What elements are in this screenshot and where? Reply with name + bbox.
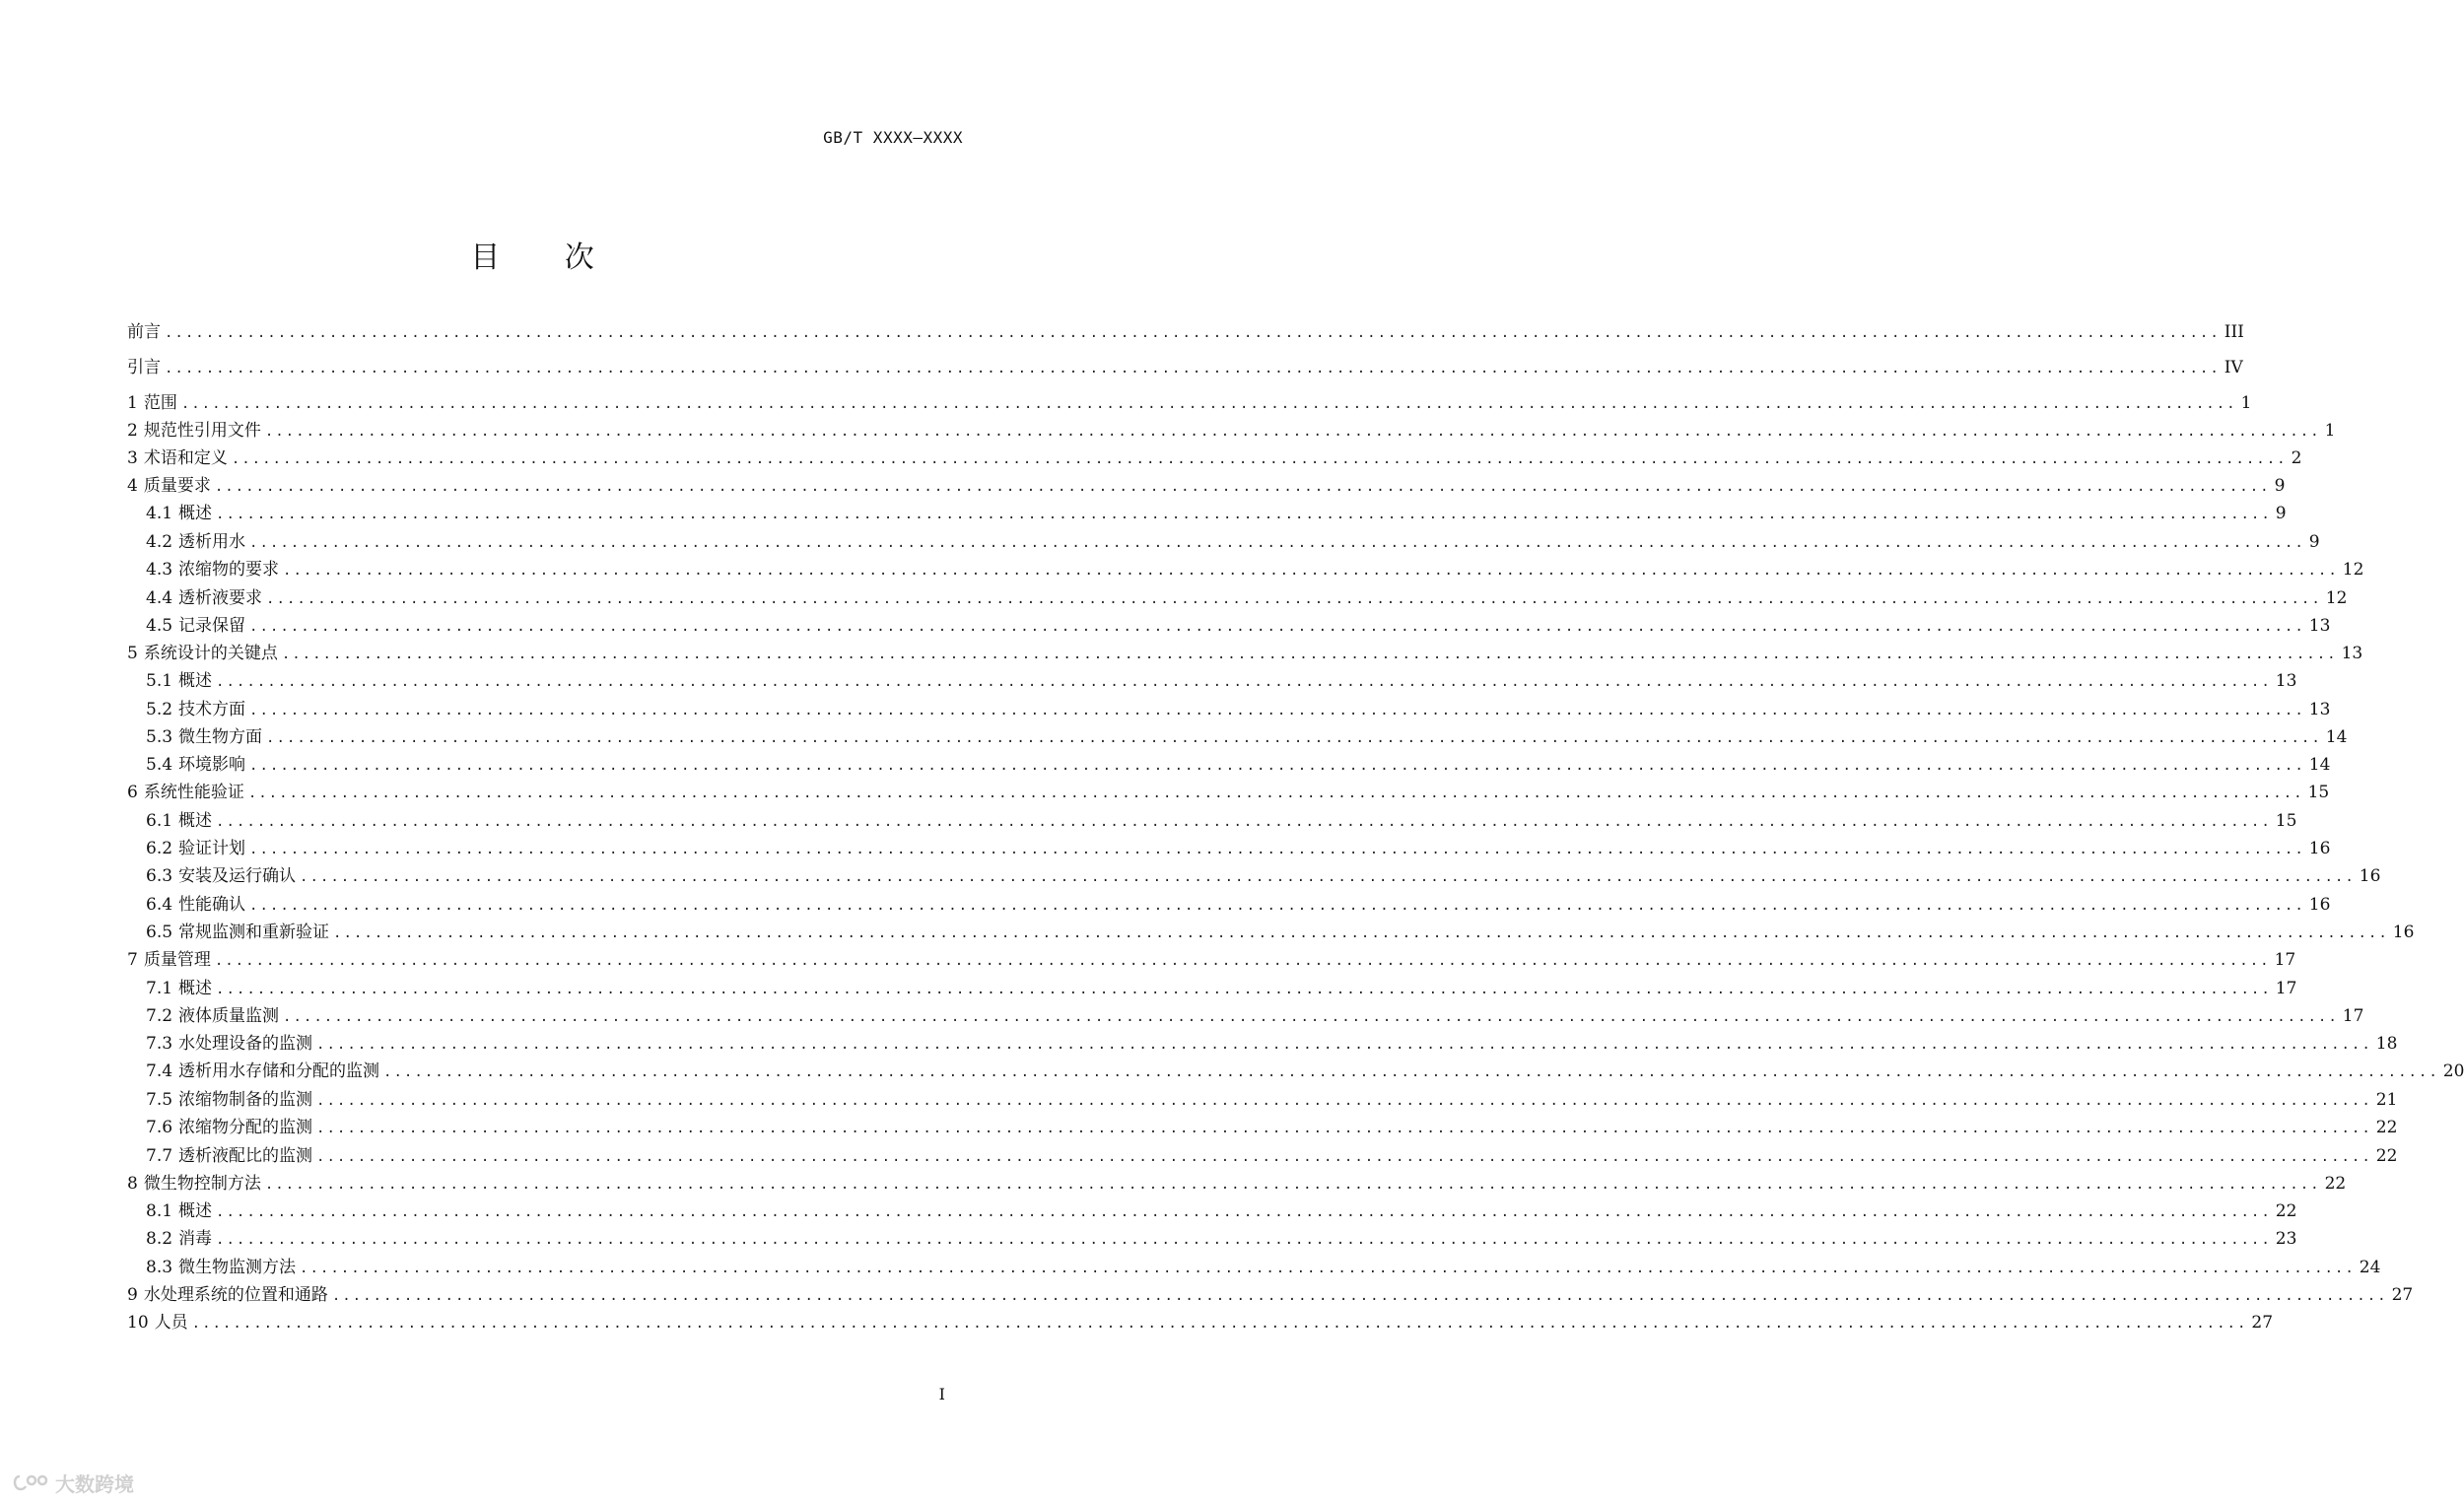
toc-entry-page: 9	[2275, 504, 2287, 523]
toc-entry[interactable]	[146, 1060, 2464, 1083]
toc-entry-number: 7.3	[146, 1034, 173, 1054]
toc-entry-number: 8.1	[146, 1201, 173, 1221]
toc-entry-label: 引言	[127, 358, 161, 377]
toc-entry-label: 性能确认	[178, 895, 246, 915]
toc-entry[interactable]	[146, 864, 2381, 888]
toc-dot-leader: ........................................................................................................................................................................................................	[216, 814, 2272, 830]
page-title: 目 次	[470, 240, 622, 275]
toc-entry-label: 验证计划	[178, 839, 246, 858]
toc-entry-page: 2	[2291, 448, 2302, 468]
toc-dot-leader: ........................................................................................................................................................................................................	[249, 535, 2305, 551]
toc-entry-label: 安装及运行确认	[178, 866, 297, 886]
toc-entry[interactable]	[146, 698, 2331, 721]
toc-entry-number: 5.3	[146, 727, 173, 747]
toc-entry-number: 6.5	[146, 923, 173, 942]
toc-entry[interactable]	[146, 669, 2297, 693]
toc-entry-number: 4	[127, 476, 138, 496]
toc-entry-number: 10	[127, 1313, 149, 1333]
toc-entry-number: 7.4	[146, 1061, 173, 1081]
toc-entry-page: III	[2224, 322, 2244, 342]
toc-entry-number: 7.1	[146, 979, 173, 998]
toc-entry-page: 14	[2308, 755, 2331, 775]
toc-dot-leader: ........................................................................................................................................................................................................	[214, 953, 2271, 969]
toc-entry-label: 记录保留	[178, 616, 246, 636]
toc-entry-label: 人员	[154, 1313, 188, 1333]
toc-entry-number: 2	[127, 421, 138, 441]
toc-entry-label: 概述	[178, 979, 213, 998]
toc-entry-page: 22	[2375, 1118, 2398, 1137]
toc-entry-label: 系统设计的关键点	[143, 644, 278, 663]
toc-dot-leader: ........................................................................................................................................................................................................	[333, 925, 2389, 941]
toc-entry-label: 微生物控制方法	[143, 1174, 261, 1194]
toc-entry[interactable]	[127, 1172, 2347, 1196]
toc-entry[interactable]	[146, 1116, 2398, 1139]
toc-dot-leader: ........................................................................................................................................................................................................	[283, 563, 2339, 579]
toc-dot-leader: ........................................................................................................................................................................................................	[316, 1037, 2372, 1053]
toc-entry-label: 环境影响	[178, 755, 246, 775]
toc-entry-page: 13	[2308, 700, 2331, 719]
toc-entry-number: 7.2	[146, 1006, 173, 1026]
toc-entry[interactable]	[127, 948, 2296, 972]
toc-entry[interactable]	[146, 1004, 2364, 1028]
toc-entry-number: 5.1	[146, 671, 173, 691]
toc-entry-page: 1	[2324, 421, 2336, 441]
toc-dot-leader: ........................................................................................................................................................................................................	[231, 451, 2288, 467]
toc-entry[interactable]	[146, 921, 2415, 944]
toc-entry-label: 常规监测和重新验证	[178, 923, 330, 942]
toc-entry[interactable]	[146, 837, 2331, 860]
toc-dot-leader: ........................................................................................................................................................................................................	[216, 1204, 2272, 1220]
toc-entry-number: 6.3	[146, 866, 173, 886]
toc-entry[interactable]	[146, 586, 2348, 610]
toc-entry[interactable]	[127, 446, 2302, 470]
toc-entry[interactable]	[146, 614, 2331, 638]
toc-entry[interactable]	[146, 893, 2331, 917]
toc-entry-page: 14	[2325, 727, 2348, 747]
toc-entry[interactable]	[127, 391, 2252, 415]
toc-entry-label: 质量要求	[143, 476, 211, 496]
watermark-logo-icon	[12, 1472, 51, 1494]
toc-entry-number: 4.5	[146, 616, 173, 636]
toc-dot-leader: ........................................................................................................................................................................................................	[249, 703, 2305, 718]
toc-dot-leader: ........................................................................................................................................................................................................	[283, 1009, 2339, 1025]
toc-entry-label: 液体质量监测	[178, 1006, 280, 1026]
toc-entry-label: 水处理设备的监测	[178, 1034, 313, 1054]
toc-dot-leader: ........................................................................................................................................................................................................	[266, 591, 2322, 607]
toc-entry-label: 浓缩物分配的监测	[178, 1118, 313, 1137]
toc-entry-number: 4.2	[146, 532, 173, 552]
toc-entry-page: 13	[2308, 616, 2331, 636]
toc-entry-number: 3	[127, 448, 138, 468]
toc-entry-number: 4.4	[146, 588, 173, 608]
toc-entry-label: 术语和定义	[143, 448, 228, 468]
toc-entry[interactable]	[146, 725, 2348, 749]
toc-entry-page: 13	[2341, 644, 2363, 663]
toc-dot-leader: ........................................................................................................................................................................................................	[383, 1064, 2439, 1080]
toc-entry-page: 21	[2375, 1090, 2398, 1110]
toc-entry[interactable]	[127, 1283, 2414, 1307]
toc-dot-leader: ........................................................................................................................................................................................................	[216, 982, 2272, 997]
toc-entry-page: 1	[2240, 393, 2252, 413]
toc-entry-number: 8.3	[146, 1258, 173, 1277]
toc-entry-page: 13	[2275, 671, 2297, 691]
toc-entry-number: 6.2	[146, 839, 173, 858]
toc-entry-label: 前言	[127, 322, 161, 342]
toc-dot-leader: ........................................................................................................................................................................................................	[165, 325, 2221, 341]
toc-entry-number: 7	[127, 950, 138, 970]
toc-entry-page: 18	[2375, 1034, 2398, 1054]
toc-entry-number: 5.2	[146, 700, 173, 719]
toc-entry-number: 4.3	[146, 560, 173, 580]
toc-entry[interactable]	[146, 530, 2320, 554]
toc-dot-leader: ........................................................................................................................................................................................................	[249, 842, 2305, 857]
toc-dot-leader: ........................................................................................................................................................................................................	[331, 1288, 2388, 1304]
watermark-text: 大数跨境	[55, 1472, 134, 1496]
toc-entry-number: 5	[127, 644, 138, 663]
toc-dot-leader: ........................................................................................................................................................................................................	[281, 647, 2338, 662]
toc-dot-leader: ........................................................................................................................................................................................................	[264, 1177, 2321, 1193]
toc-entry-number: 8	[127, 1174, 138, 1194]
toc-entry-page: 22	[2375, 1146, 2398, 1166]
toc-entry-label: 微生物方面	[178, 727, 263, 747]
toc-entry[interactable]	[127, 1311, 2274, 1334]
toc-dot-leader: ........................................................................................................................................................................................................	[266, 730, 2322, 746]
toc-entry[interactable]	[146, 1088, 2398, 1112]
toc-entry-label: 透析液配比的监测	[178, 1146, 313, 1166]
toc-entry-page: 17	[2275, 979, 2297, 998]
toc-entry[interactable]	[146, 1256, 2381, 1279]
toc-entry-number: 5.4	[146, 755, 173, 775]
toc-entry[interactable]	[146, 1227, 2297, 1251]
toc-entry-page: 9	[2274, 476, 2286, 496]
toc-entry-page: 16	[2308, 839, 2331, 858]
toc-entry[interactable]	[146, 753, 2331, 777]
watermark	[12, 1469, 134, 1497]
toc-entry[interactable]	[127, 356, 2243, 379]
toc-dot-leader: ........................................................................................................................................................................................................	[249, 898, 2305, 914]
toc-entry-page: 12	[2342, 560, 2364, 580]
toc-entry-page: 15	[2275, 811, 2297, 831]
toc-entry-label: 水处理系统的位置和通路	[143, 1285, 328, 1305]
toc-entry-number: 4.1	[146, 504, 173, 523]
toc-entry-page: 17	[2342, 1006, 2364, 1026]
toc-entry-label: 范围	[143, 393, 177, 413]
toc-entry-number: 9	[127, 1285, 138, 1305]
toc-entry-label: 透析用水	[178, 532, 246, 552]
toc-dot-leader: ........................................................................................................................................................................................................	[300, 869, 2356, 885]
toc-dot-leader: ........................................................................................................................................................................................................	[316, 1121, 2372, 1136]
toc-entry-number: 8.2	[146, 1229, 173, 1249]
toc-entry-number: 1	[127, 393, 138, 413]
toc-entry[interactable]	[146, 1144, 2398, 1168]
toc-entry[interactable]	[146, 1199, 2297, 1223]
toc-dot-leader: ........................................................................................................................................................................................................	[316, 1093, 2372, 1109]
toc-entry-label: 浓缩物的要求	[178, 560, 280, 580]
toc-dot-leader: ........................................................................................................................................................................................................	[247, 786, 2304, 801]
toc-entry-label: 质量管理	[143, 950, 211, 970]
toc-entry-page: 27	[2251, 1313, 2274, 1333]
toc-entry[interactable]	[146, 977, 2297, 1000]
toc-entry-label: 概述	[178, 1201, 213, 1221]
toc-entry-page: IV	[2224, 358, 2243, 377]
toc-entry-number: 7.6	[146, 1118, 173, 1137]
toc-entry[interactable]	[127, 474, 2286, 498]
toc-entry[interactable]	[146, 558, 2364, 581]
toc-entry-page: 20	[2442, 1061, 2464, 1081]
toc-entry-page: 17	[2274, 950, 2296, 970]
toc-entry[interactable]	[127, 642, 2363, 665]
toc-entry-label: 概述	[178, 504, 213, 523]
toc-entry-page: 9	[2308, 532, 2320, 552]
toc-entry-page: 24	[2359, 1258, 2381, 1277]
toc-entry-page: 16	[2392, 923, 2415, 942]
toc-entry[interactable]	[146, 502, 2287, 525]
toc-entry-page: 22	[2275, 1201, 2297, 1221]
toc-entry[interactable]	[146, 809, 2297, 833]
toc-entry[interactable]	[127, 320, 2244, 344]
toc-entry-label: 透析液要求	[178, 588, 263, 608]
toc-entry-label: 消毒	[178, 1229, 213, 1249]
toc-entry-number: 6.1	[146, 811, 173, 831]
toc-dot-leader: ........................................................................................................................................................................................................	[216, 1232, 2272, 1248]
toc-entry-number: 7.5	[146, 1090, 173, 1110]
toc-entry-page: 16	[2308, 895, 2331, 915]
toc-entry-page: 23	[2275, 1229, 2297, 1249]
toc-entry-label: 系统性能验证	[143, 783, 244, 802]
toc-entry-page: 22	[2324, 1174, 2347, 1194]
toc-entry-number: 7.7	[146, 1146, 173, 1166]
toc-entry-label: 概述	[178, 671, 213, 691]
toc-dot-leader: ........................................................................................................................................................................................................	[300, 1261, 2356, 1276]
toc-dot-leader: ........................................................................................................................................................................................................	[316, 1149, 2372, 1165]
toc-dot-leader: ........................................................................................................................................................................................................	[180, 396, 2237, 412]
page-number: I	[938, 1385, 945, 1403]
toc-entry-label: 透析用水存储和分配的监测	[178, 1061, 380, 1081]
toc-entry-page: 12	[2325, 588, 2348, 608]
toc-dot-leader: ........................................................................................................................................................................................................	[216, 674, 2272, 690]
toc-entry-page: 15	[2307, 783, 2330, 802]
toc-dot-leader: ........................................................................................................................................................................................................	[191, 1316, 2248, 1332]
toc-dot-leader: ........................................................................................................................................................................................................	[249, 619, 2305, 635]
toc-entry-page: 27	[2391, 1285, 2414, 1305]
document-code: GB/T XXXX—XXXX	[823, 128, 963, 147]
toc-entry-label: 规范性引用文件	[143, 421, 261, 441]
toc-entry-label: 浓缩物制备的监测	[178, 1090, 313, 1110]
toc-entry[interactable]	[146, 1032, 2398, 1056]
toc-entry-label: 技术方面	[178, 700, 246, 719]
toc-entry-label: 微生物监测方法	[178, 1258, 297, 1277]
toc-entry-number: 6.4	[146, 895, 173, 915]
toc-entry[interactable]	[127, 781, 2330, 804]
toc-dot-leader: ........................................................................................................................................................................................................	[214, 479, 2271, 495]
toc-entry-number: 6	[127, 783, 138, 802]
toc-dot-leader: ........................................................................................................................................................................................................	[249, 758, 2305, 774]
toc-dot-leader: ........................................................................................................................................................................................................	[216, 507, 2272, 522]
toc-dot-leader: ........................................................................................................................................................................................................	[264, 424, 2321, 440]
toc-entry-page: 16	[2359, 866, 2381, 886]
toc-entry-label: 概述	[178, 811, 213, 831]
toc-dot-leader: ........................................................................................................................................................................................................	[165, 361, 2221, 376]
toc-entry[interactable]	[127, 419, 2336, 443]
